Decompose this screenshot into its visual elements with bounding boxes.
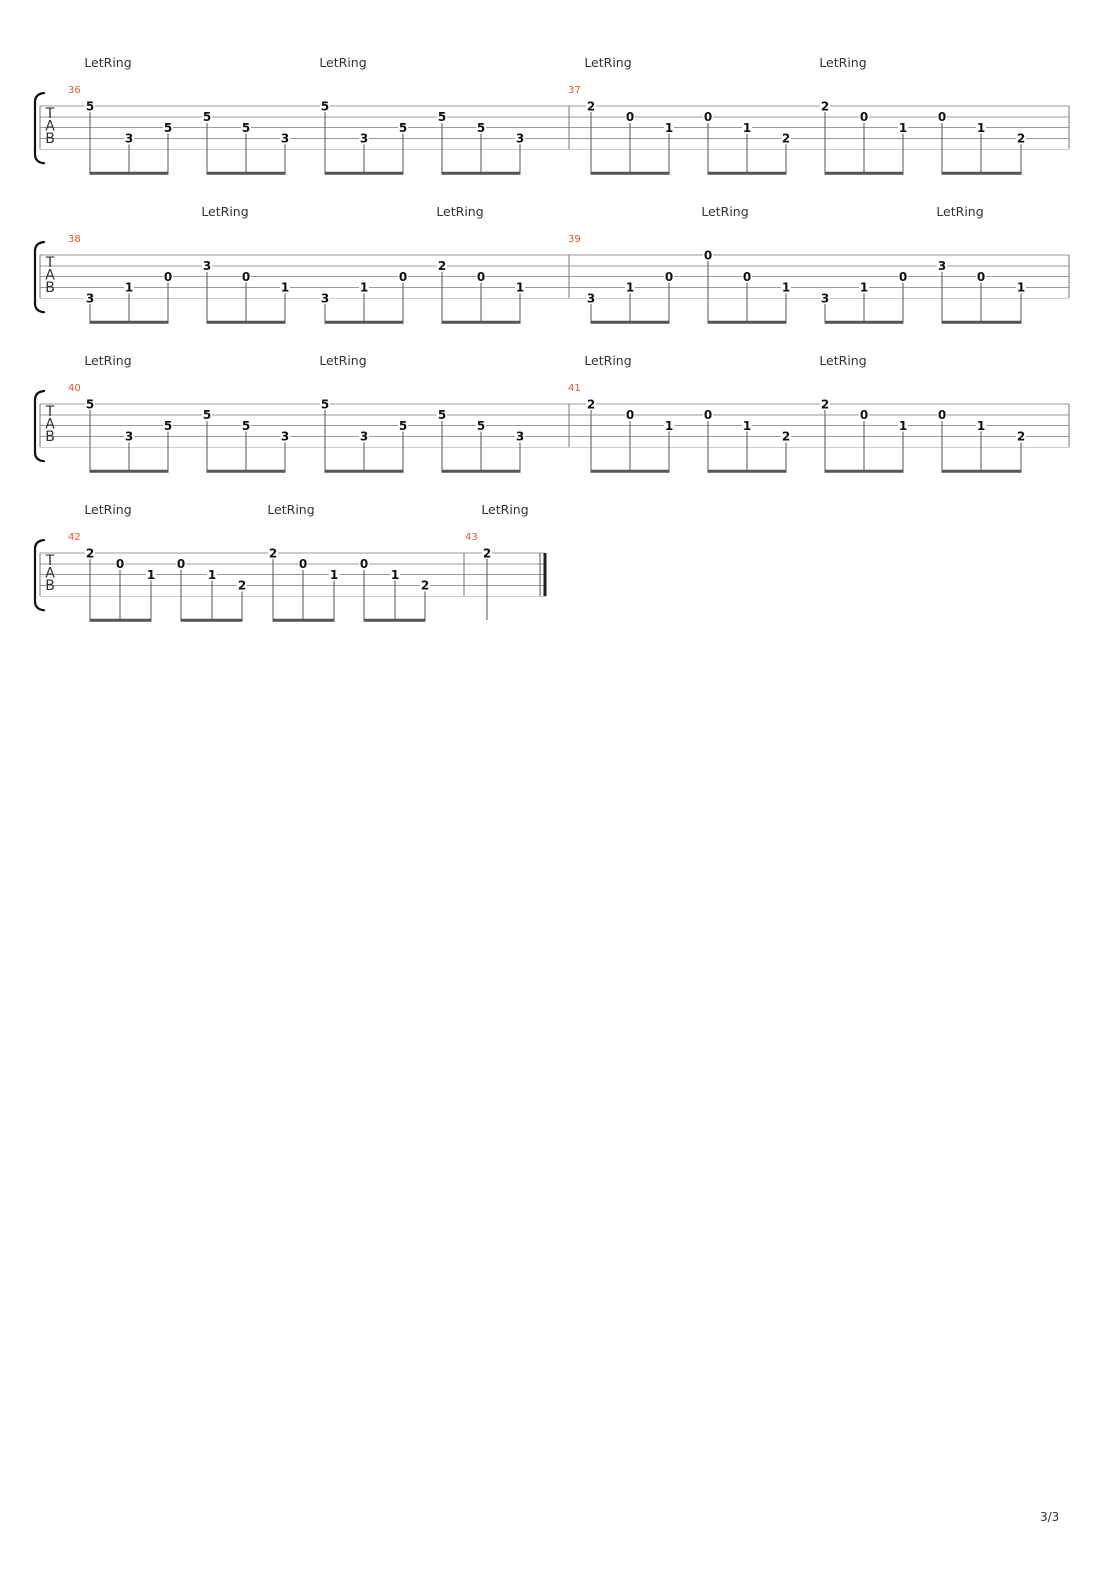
fret-number: 5	[437, 110, 447, 125]
fret-number: 2	[482, 546, 492, 561]
let-ring-label: LetRing	[584, 55, 632, 70]
measure-number: 38	[68, 234, 81, 245]
let-ring-label: LetRing	[819, 353, 867, 368]
let-ring-label: LetRing	[319, 353, 367, 368]
fret-number: 0	[859, 110, 869, 125]
fret-number: 1	[329, 567, 339, 582]
fret-number: 2	[85, 546, 95, 561]
page-number: 3/3	[1040, 1510, 1060, 1524]
let-ring-label: LetRing	[201, 204, 249, 219]
fret-number: 1	[859, 280, 869, 295]
fret-number: 0	[976, 269, 986, 284]
fret-number: 5	[320, 99, 330, 114]
fret-number: 0	[937, 110, 947, 125]
fret-number: 5	[320, 397, 330, 412]
fret-number: 0	[898, 269, 908, 284]
tab-clef-letter: B	[45, 429, 55, 445]
fret-number: 1	[742, 418, 752, 433]
fret-number: 1	[124, 280, 134, 295]
fret-number: 3	[85, 291, 95, 306]
fret-number: 5	[241, 418, 251, 433]
fret-number: 1	[280, 280, 290, 295]
fret-number: 2	[268, 546, 278, 561]
let-ring-label: LetRing	[436, 204, 484, 219]
measure-number: 39	[568, 234, 581, 245]
fret-number: 3	[359, 429, 369, 444]
fret-number: 3	[280, 131, 290, 146]
fret-number: 5	[476, 418, 486, 433]
fret-number: 2	[1016, 131, 1026, 146]
fret-number: 2	[420, 578, 430, 593]
fret-number: 2	[781, 429, 791, 444]
fret-number: 0	[359, 557, 369, 572]
fret-number: 3	[515, 429, 525, 444]
tab-clef-letter: B	[45, 578, 55, 594]
fret-number: 5	[241, 120, 251, 135]
tab-clef-letter: T	[45, 553, 55, 569]
fret-number: 0	[115, 557, 125, 572]
let-ring-label: LetRing	[319, 55, 367, 70]
fret-number: 5	[437, 408, 447, 423]
fret-number: 3	[820, 291, 830, 306]
fret-number: 2	[586, 99, 596, 114]
fret-number: 3	[586, 291, 596, 306]
fret-number: 0	[298, 557, 308, 572]
fret-number: 5	[202, 110, 212, 125]
measure-number: 36	[68, 85, 81, 96]
tab-clef-letter: T	[45, 404, 55, 420]
fret-number: 0	[476, 269, 486, 284]
fret-number: 1	[207, 567, 217, 582]
fret-number: 1	[515, 280, 525, 295]
fret-number: 2	[237, 578, 247, 593]
fret-number: 5	[85, 99, 95, 114]
fret-number: 1	[390, 567, 400, 582]
fret-number: 0	[163, 269, 173, 284]
fret-number: 0	[241, 269, 251, 284]
fret-number: 5	[398, 120, 408, 135]
let-ring-label: LetRing	[936, 204, 984, 219]
tab-clef-letter: A	[45, 416, 55, 433]
tab-clef-letter: T	[45, 106, 55, 122]
measure-number: 37	[568, 85, 581, 96]
fret-number: 1	[898, 418, 908, 433]
tab-clef-letter: A	[45, 267, 55, 284]
fret-number: 5	[163, 418, 173, 433]
let-ring-label: LetRing	[481, 502, 529, 517]
let-ring-label: LetRing	[819, 55, 867, 70]
fret-number: 5	[202, 408, 212, 423]
fret-number: 2	[781, 131, 791, 146]
fret-number: 3	[124, 429, 134, 444]
measure-number: 40	[68, 383, 81, 394]
tab-clef-letter: A	[45, 118, 55, 135]
measure-number: 41	[568, 383, 581, 394]
fret-number: 1	[898, 120, 908, 135]
fret-number: 0	[742, 269, 752, 284]
fret-number: 3	[280, 429, 290, 444]
fret-number: 1	[781, 280, 791, 295]
fret-number: 2	[820, 397, 830, 412]
measure-number: 43	[465, 532, 478, 543]
fret-number: 0	[937, 408, 947, 423]
fret-number: 1	[625, 280, 635, 295]
let-ring-label: LetRing	[701, 204, 749, 219]
fret-number: 3	[937, 259, 947, 274]
fret-number: 2	[586, 397, 596, 412]
fret-number: 1	[742, 120, 752, 135]
let-ring-label: LetRing	[267, 502, 315, 517]
measure-number: 42	[68, 532, 81, 543]
fret-number: 0	[625, 110, 635, 125]
tab-clef-letter: T	[45, 255, 55, 271]
fret-number: 2	[820, 99, 830, 114]
fret-number: 1	[359, 280, 369, 295]
fret-number: 5	[85, 397, 95, 412]
tab-clef-letter: B	[45, 131, 55, 147]
fret-number: 1	[146, 567, 156, 582]
fret-number: 2	[437, 259, 447, 274]
fret-number: 3	[359, 131, 369, 146]
fret-number: 5	[163, 120, 173, 135]
fret-number: 0	[625, 408, 635, 423]
fret-number: 5	[476, 120, 486, 135]
fret-number: 1	[664, 418, 674, 433]
fret-number: 0	[664, 269, 674, 284]
fret-number: 2	[1016, 429, 1026, 444]
fret-number: 0	[398, 269, 408, 284]
fret-number: 3	[124, 131, 134, 146]
fret-number: 0	[703, 408, 713, 423]
let-ring-label: LetRing	[84, 502, 132, 517]
fret-number: 3	[202, 259, 212, 274]
fret-number: 1	[664, 120, 674, 135]
fret-number: 5	[398, 418, 408, 433]
let-ring-label: LetRing	[584, 353, 632, 368]
fret-number: 1	[976, 418, 986, 433]
fret-number: 0	[703, 248, 713, 263]
tab-clef-letter: A	[45, 565, 55, 582]
fret-number: 0	[859, 408, 869, 423]
fret-number: 0	[176, 557, 186, 572]
fret-number: 0	[703, 110, 713, 125]
let-ring-label: LetRing	[84, 55, 132, 70]
fret-number: 1	[1016, 280, 1026, 295]
tab-clef-letter: B	[45, 280, 55, 296]
fret-number: 3	[515, 131, 525, 146]
let-ring-label: LetRing	[84, 353, 132, 368]
fret-number: 1	[976, 120, 986, 135]
fret-number: 3	[320, 291, 330, 306]
